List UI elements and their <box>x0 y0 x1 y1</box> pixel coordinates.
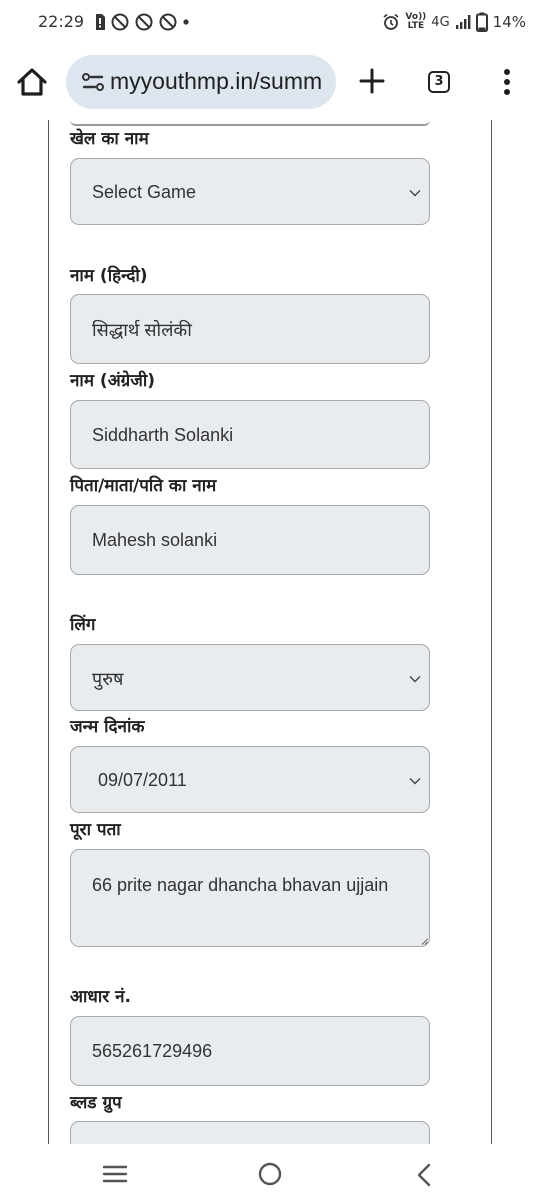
chevron-down-icon <box>409 189 421 197</box>
recent-apps-icon[interactable] <box>102 1164 128 1184</box>
address-textarea[interactable] <box>70 849 430 947</box>
blocked-icon <box>158 12 178 32</box>
overflow-menu-icon[interactable] <box>500 67 514 97</box>
parent-name-label: पिता/माता/पति का नाम <box>70 476 217 496</box>
form-border-left <box>48 120 49 1144</box>
parent-name-input[interactable] <box>70 505 430 575</box>
signal-icon <box>455 14 471 30</box>
name-english-value: Siddharth Solanki <box>92 425 234 445</box>
name-hindi-input[interactable] <box>70 294 430 364</box>
url-text[interactable]: myyouthmp.in/summ <box>110 68 323 94</box>
blocked-icon <box>134 12 154 32</box>
name-english-label: नाम (अंग्रेजी) <box>70 371 156 391</box>
address-label: पूरा पता <box>70 820 121 840</box>
dob-label: जन्म दिनांक <box>70 717 145 737</box>
name-english-input[interactable] <box>70 400 430 469</box>
tab-count: 3 <box>434 74 444 89</box>
gender-select-value: पुरुष <box>92 669 124 689</box>
aadhar-label: आधार नं. <box>70 987 131 1007</box>
blood-group-select[interactable] <box>70 1121 430 1144</box>
system-icons <box>382 12 526 32</box>
dob-value: 09/07/2011 <box>98 770 187 790</box>
dot-icon <box>182 12 190 32</box>
new-tab-icon[interactable] <box>358 67 386 95</box>
volte-bottom-text: LTE <box>407 21 425 31</box>
home-circle-icon[interactable] <box>258 1162 282 1186</box>
volte-top-text: Vo)) <box>405 12 427 22</box>
aadhar-value: 565261729496 <box>92 1041 213 1061</box>
notification-icons <box>94 12 190 32</box>
browser-toolbar <box>0 44 540 120</box>
home-icon[interactable] <box>14 64 50 100</box>
page-content <box>0 120 540 1144</box>
form-border-right <box>491 120 492 1144</box>
tab-switcher-button[interactable] <box>428 71 450 93</box>
system-nav-bar <box>0 1144 540 1204</box>
dob-select[interactable] <box>70 746 430 813</box>
back-icon[interactable] <box>416 1162 432 1188</box>
site-settings-icon[interactable] <box>82 72 104 92</box>
name-hindi-label: नाम (हिन्दी) <box>70 266 148 286</box>
name-hindi-value: सिद्धार्थ सोलंकी <box>92 320 192 340</box>
blocked-icon <box>110 12 130 32</box>
game-select[interactable] <box>70 158 430 225</box>
alarm-icon <box>382 13 400 31</box>
status-time: 22:29 <box>38 12 85 31</box>
address-value: 66 prite nagar dhancha bhavan ujjain <box>92 875 389 895</box>
chevron-down-icon <box>409 777 421 785</box>
battery-percent: 14% <box>492 13 526 31</box>
sim-alert-icon <box>94 13 106 31</box>
game-select-value: Select Game <box>92 182 197 202</box>
parent-name-value: Mahesh solanki <box>92 530 218 550</box>
status-bar <box>0 0 540 44</box>
address-bar[interactable] <box>66 55 336 109</box>
gender-select[interactable] <box>70 644 430 711</box>
network-type: 4G <box>431 14 450 30</box>
resize-handle-icon[interactable] <box>421 938 428 945</box>
chevron-down-icon <box>409 675 421 683</box>
gender-label: लिंग <box>70 615 96 635</box>
volte-icon <box>405 13 426 31</box>
blood-group-label: ब्लड ग्रुप <box>70 1093 122 1113</box>
game-label: खेल का नाम <box>70 129 149 149</box>
aadhar-input[interactable] <box>70 1016 430 1086</box>
battery-icon <box>476 12 488 32</box>
